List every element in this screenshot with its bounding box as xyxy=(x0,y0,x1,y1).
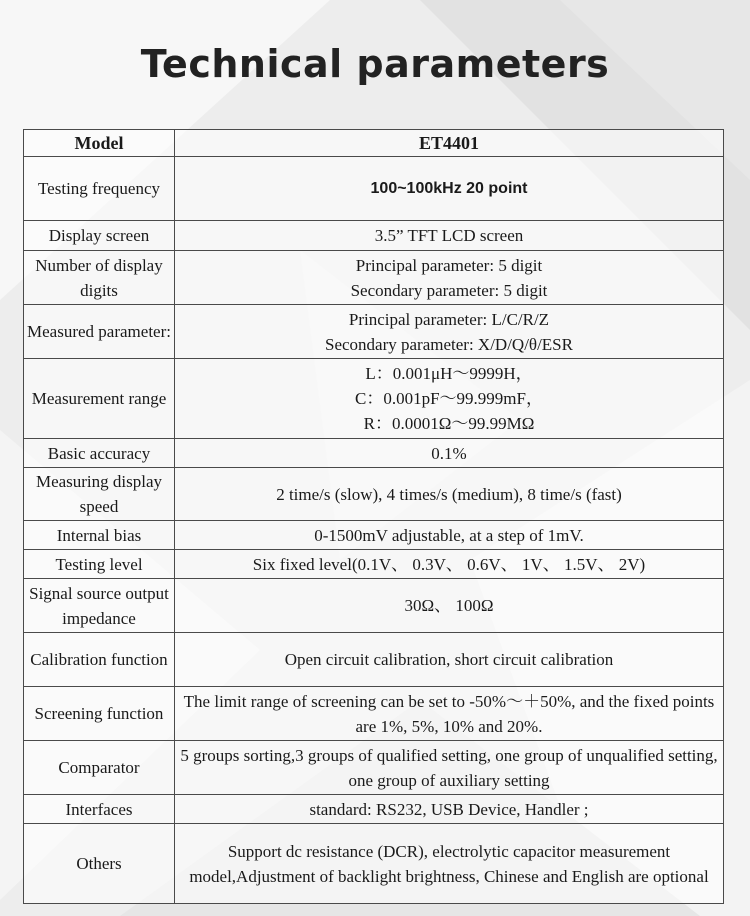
value-line: 0-1500mV adjustable, at a step of 1mV. xyxy=(314,525,584,545)
row-label: Testing frequency xyxy=(24,157,175,221)
row-value xyxy=(175,521,724,550)
table-row xyxy=(24,157,724,221)
page-title: Technical parameters xyxy=(140,42,610,86)
row-value xyxy=(175,359,724,439)
row-value xyxy=(175,251,724,305)
value-line: R：0.0001Ω～99.99MΩ xyxy=(363,414,535,433)
row-value xyxy=(175,439,724,468)
spec-table xyxy=(23,129,724,904)
row-label: Interfaces xyxy=(24,795,175,824)
table-row xyxy=(24,795,724,824)
table-row xyxy=(24,741,724,795)
table-row xyxy=(24,579,724,633)
row-value xyxy=(175,795,724,824)
table-header-row xyxy=(24,130,724,157)
row-label: Display screen xyxy=(24,221,175,251)
row-value xyxy=(175,741,724,795)
table-row xyxy=(24,468,724,521)
row-value xyxy=(175,221,724,251)
value-line: Open circuit calibration, short circuit calibration xyxy=(284,650,614,669)
value-line: 0.1% xyxy=(431,443,467,463)
row-value xyxy=(175,579,724,633)
row-label: Basic accuracy xyxy=(24,439,175,468)
row-value xyxy=(175,633,724,687)
row-label: Signal source output impedance xyxy=(24,579,175,633)
row-label: Testing level xyxy=(24,550,175,579)
table-row xyxy=(24,824,724,904)
row-label: Internal bias xyxy=(24,521,175,550)
row-label: Measuring display speed xyxy=(24,468,175,521)
table-row xyxy=(24,305,724,359)
table-row xyxy=(24,521,724,550)
row-value xyxy=(175,550,724,579)
value-line: L：0.001μH～9999H， xyxy=(365,364,533,383)
value-line: Six fixed level(0.1V、 0.3V、 0.6V、 1V、 1.5V、 2V) xyxy=(252,554,646,574)
value-line: Secondary parameter: 5 digit xyxy=(350,280,548,300)
value-line: Principal parameter: 5 digit xyxy=(355,255,543,275)
row-value xyxy=(175,824,724,904)
row-label: Measurement range xyxy=(24,359,175,439)
model-value-cell: ET4401 xyxy=(175,130,724,157)
row-label: Calibration function xyxy=(24,633,175,687)
value-line: The limit range of screening can be set to -50%～＋50%, and the fixed points are 1%, 5%, 10% and 20%. xyxy=(183,691,715,736)
row-label: Screening function xyxy=(24,687,175,741)
value-line: Support dc resistance (DCR), electrolytic capacitor measurement model,Adjustment of backlight brightness, Chinese and English are optional xyxy=(189,841,709,886)
table-row xyxy=(24,251,724,305)
value-line: 5 groups sorting,3 groups of qualified setting, one group of unqualified setting, one group of auxiliary setting xyxy=(180,745,718,790)
value-line: standard: RS232, USB Device, Handler ; xyxy=(309,799,589,819)
value-line: C：0.001pF～99.999mF， xyxy=(355,389,543,408)
row-label: Number of display digits xyxy=(24,251,175,305)
row-value xyxy=(175,468,724,521)
table-row xyxy=(24,633,724,687)
row-value xyxy=(175,687,724,741)
table-row xyxy=(24,359,724,439)
value-line: 3.5” TFT LCD screen xyxy=(374,226,524,245)
value-line: Secondary parameter: X/D/Q/θ/ESR xyxy=(325,334,573,354)
table-row xyxy=(24,221,724,251)
table-row xyxy=(24,439,724,468)
row-label: Measured parameter: xyxy=(24,305,175,359)
row-value xyxy=(175,305,724,359)
model-header-cell: Model xyxy=(24,130,175,157)
value-line: 30Ω、 100Ω xyxy=(404,596,494,615)
table-row xyxy=(24,550,724,579)
value-line: 2 time/s (slow), 4 times/s (medium), 8 time/s (fast) xyxy=(276,484,622,504)
row-value xyxy=(175,157,724,221)
value-line: Principal parameter: L/C/R/Z xyxy=(348,309,550,329)
row-label: Comparator xyxy=(24,741,175,795)
value-line: 100~100kHz 20 point xyxy=(370,180,528,197)
row-label: Others xyxy=(24,824,175,904)
table-row xyxy=(24,687,724,741)
